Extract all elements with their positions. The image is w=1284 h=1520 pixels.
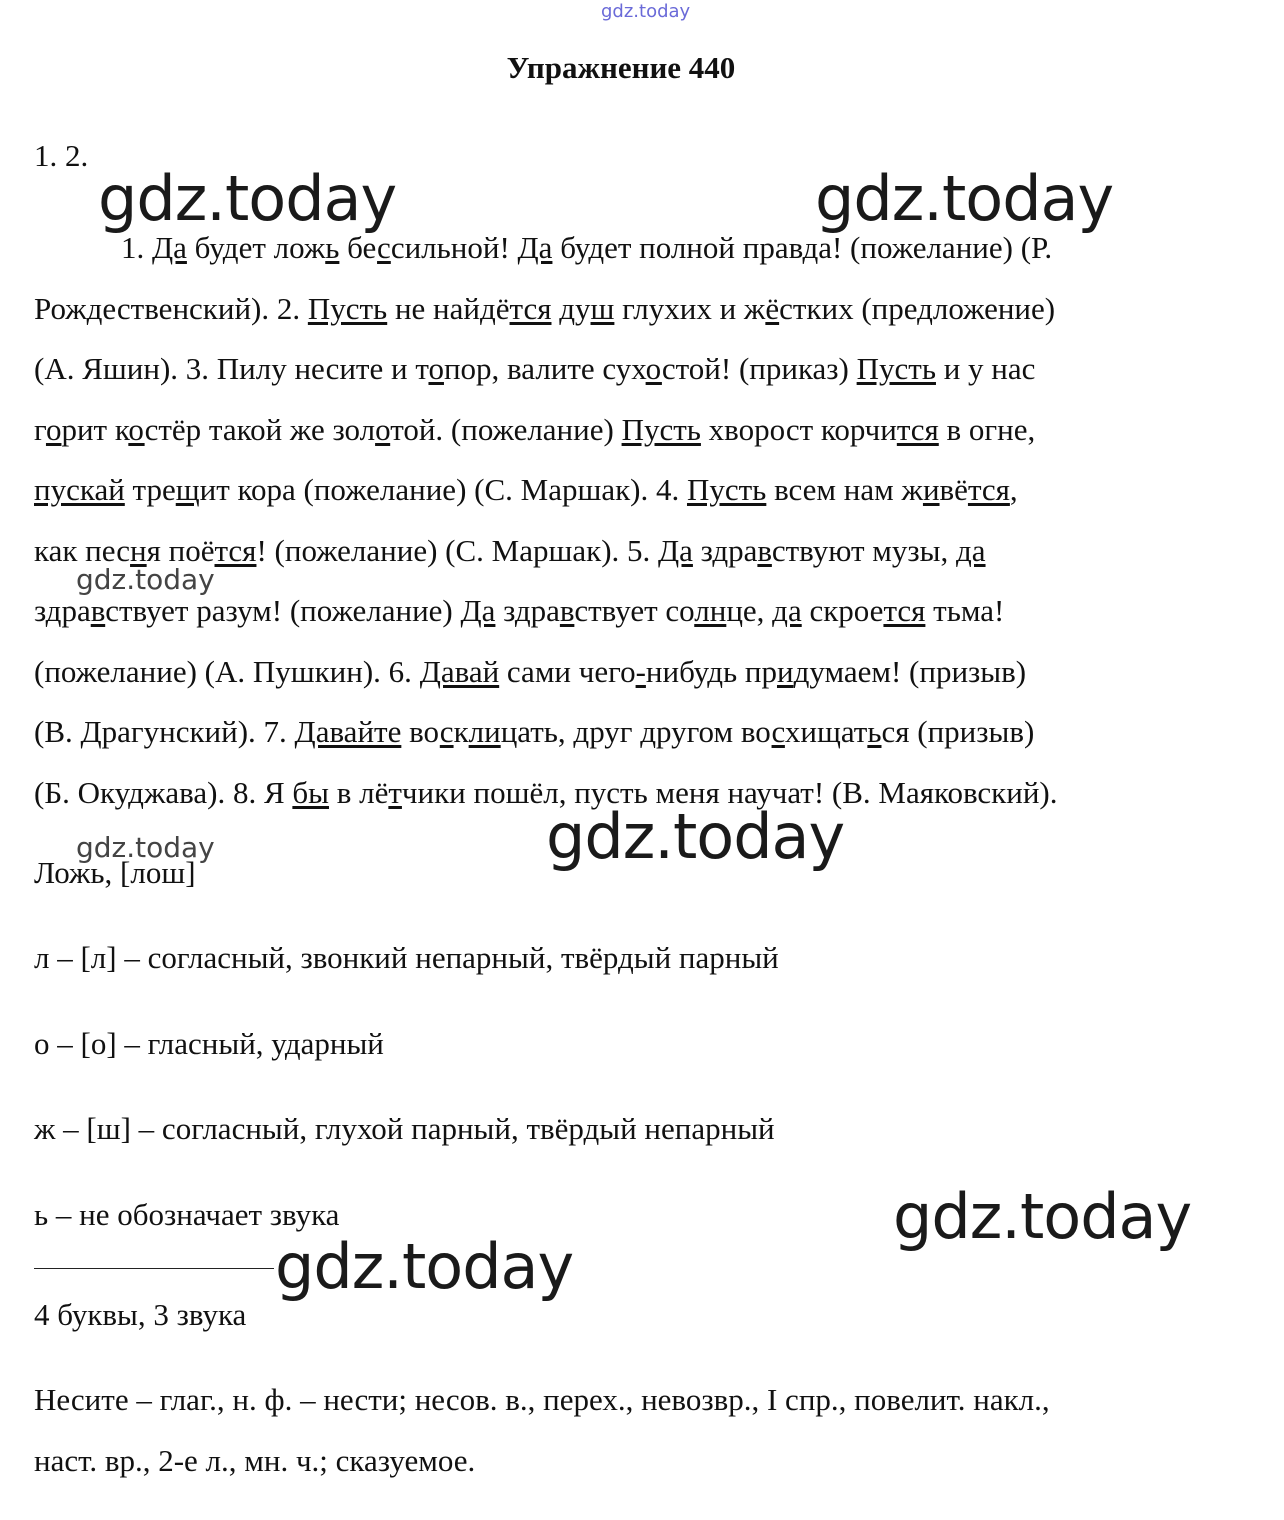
underlined-text: о: [45, 411, 62, 447]
exercise-text: [34, 218, 1224, 823]
text-segment: 1.: [121, 230, 152, 265]
underlined-text: и: [776, 653, 794, 689]
text-segment: как пес: [34, 532, 131, 568]
underlined-text: Давайте: [294, 714, 402, 749]
underlined-text: ь: [325, 230, 340, 265]
text-segment: ствует со: [574, 593, 695, 628]
text-segment: пор, валите сух: [443, 351, 646, 386]
text-segment: (пожелание) (А. Пушкин). 6.: [34, 653, 420, 689]
divider-line: [34, 1268, 274, 1269]
text-segment: стёр такой же зол: [144, 411, 376, 447]
underlined-text: Пусть: [307, 290, 388, 326]
underlined-text: тся: [896, 411, 939, 447]
text-segment: всем нам ж: [766, 472, 923, 507]
underlined-text: Давай: [419, 653, 500, 689]
text-segment: (В. Драгунский). 7.: [34, 714, 295, 749]
underlined-text: тся: [883, 593, 926, 628]
watermark: gdz.today: [98, 162, 397, 235]
underlined-text: пускай: [34, 472, 125, 507]
phonetic-word: Ложь, [лош]: [34, 855, 196, 890]
text-segment: ствуют музы,: [771, 532, 956, 568]
underlined-text: Да: [517, 230, 553, 265]
text-segment: тьма!: [925, 593, 1005, 628]
phonetic-row-o: о – [о] – гласный, ударный: [34, 1026, 384, 1061]
phonetic-row-soft-sign: ь – не обозначает звука: [34, 1197, 340, 1232]
text-segment: сильной!: [390, 230, 518, 265]
underlined-text: о: [428, 351, 444, 386]
phonetic-summary: 4 буквы, 3 звука: [34, 1297, 247, 1332]
phonetic-row-zh: ж – [ш] – согласный, глухой парный, твёрдый непарный: [34, 1111, 775, 1146]
text-segment: к: [453, 714, 469, 749]
text-segment: рит к: [61, 411, 129, 447]
text-segment: сами чего: [499, 653, 636, 689]
underlined-text: тся: [509, 290, 552, 326]
text-segment: думаем! (призыв): [793, 653, 1027, 689]
text-segment: ся (призыв): [881, 714, 1035, 749]
text-segment: не найдё: [387, 290, 510, 326]
text-segment: ! (пожелание) (С. Маршак). 5.: [256, 532, 659, 568]
text-segment: хворост корчи: [700, 411, 897, 447]
underlined-text: тся: [967, 472, 1010, 507]
underlined-text: Да: [152, 230, 187, 265]
text-segment: будет лож: [186, 230, 326, 265]
watermark: gdz.today: [546, 800, 845, 873]
underlined-text: Пусть: [686, 472, 767, 507]
text-segment: бе: [339, 230, 378, 265]
text-segment: и у нас: [935, 351, 1036, 386]
text-line: [34, 400, 1224, 461]
watermark: gdz.today: [815, 162, 1114, 235]
task-numbers: 1. 2.: [34, 138, 89, 173]
text-segment: (А. Яшин). 3. Пилу несите и т: [34, 351, 429, 386]
phonetic-row-l: л – [л] – согласный, звонкий непарный, твёрдый парный: [34, 940, 779, 975]
text-segment: во: [401, 714, 440, 749]
text-segment: це,: [726, 593, 773, 628]
underlined-text: -: [635, 653, 646, 689]
text-segment: стой! (приказ): [661, 351, 857, 386]
underlined-text: да: [772, 593, 802, 628]
underlined-text: да: [955, 532, 986, 568]
text-segment: в лё: [328, 774, 389, 810]
text-line: [34, 642, 1224, 703]
underlined-text: ли: [468, 714, 501, 749]
underlined-text: с: [439, 714, 454, 749]
text-segment: ду: [551, 290, 591, 326]
underlined-text: с: [377, 230, 391, 265]
watermark: gdz.today: [893, 1180, 1192, 1253]
text-segment: чики пошёл, пусть меня научат! (В. Маяковский).: [401, 774, 1058, 810]
text-segment: г: [34, 411, 46, 447]
underlined-text: Да: [658, 532, 693, 568]
watermark-top: gdz.today: [601, 1, 691, 22]
text-segment: цать, друг другом во: [500, 714, 772, 749]
underlined-text: и: [922, 472, 940, 507]
underlined-text: т: [388, 774, 402, 810]
text-segment: ит кора (пожелание) (С. Маршак). 4.: [199, 472, 687, 507]
text-segment: тре: [124, 472, 176, 507]
text-segment: здра: [495, 593, 560, 628]
text-segment: хищат: [784, 714, 868, 749]
text-segment: (Б. Окуджава). 8. Я: [34, 774, 293, 810]
underlined-text: н: [130, 532, 147, 568]
underlined-text: в: [757, 532, 772, 568]
morph-line-1: Несите – глаг., н. ф. – нести; несов. в., перех., невозвр., I спр., повелит. накл.,: [34, 1382, 1050, 1417]
text-line: [34, 279, 1224, 340]
underlined-text: тся: [214, 532, 257, 568]
underlined-text: о: [128, 411, 145, 447]
text-segment: скрое: [801, 593, 884, 628]
watermark: gdz.today: [275, 1230, 574, 1303]
text-segment: ,: [1009, 472, 1018, 507]
underlined-text: лн: [694, 593, 727, 628]
underlined-text: о: [645, 351, 662, 386]
text-segment: стких (предложение): [779, 290, 1056, 326]
morph-line-2: наст. вр., 2-е л., мн. ч.; сказуемое.: [34, 1443, 476, 1478]
underlined-text: ё: [765, 290, 780, 326]
text-segment: Рождественский). 2.: [34, 290, 308, 326]
text-line: [34, 339, 1224, 400]
text-segment: я поё: [146, 532, 215, 568]
text-line: [34, 460, 1224, 521]
underlined-text: щ: [175, 472, 200, 507]
underlined-text: Пусть: [856, 351, 936, 386]
text-segment: здра: [692, 532, 758, 568]
page-title: Упражнение 440: [506, 50, 736, 85]
underlined-text: в: [90, 593, 106, 628]
text-segment: будет полной правда! (пожелание) (Р.: [552, 230, 1053, 265]
text-segment: в огне,: [938, 411, 1036, 447]
underlined-text: бы: [292, 774, 329, 810]
underlined-text: Да: [460, 593, 496, 628]
text-segment: ствует разум! (пожелание): [105, 593, 461, 628]
underlined-text: ь: [867, 714, 882, 749]
underlined-text: ш: [590, 290, 615, 326]
text-segment: вё: [939, 472, 968, 507]
watermark: gdz.today: [76, 831, 215, 864]
watermark: gdz.today: [76, 563, 215, 596]
text-segment: глухих и ж: [614, 290, 766, 326]
text-segment: здра: [34, 593, 91, 628]
text-line: [34, 702, 1224, 763]
underlined-text: с: [771, 714, 785, 749]
underlined-text: в: [559, 593, 575, 628]
underlined-text: Пусть: [621, 411, 701, 447]
text-segment: той. (пожелание): [390, 411, 622, 447]
text-segment: нибудь пр: [645, 653, 777, 689]
underlined-text: о: [375, 411, 391, 447]
